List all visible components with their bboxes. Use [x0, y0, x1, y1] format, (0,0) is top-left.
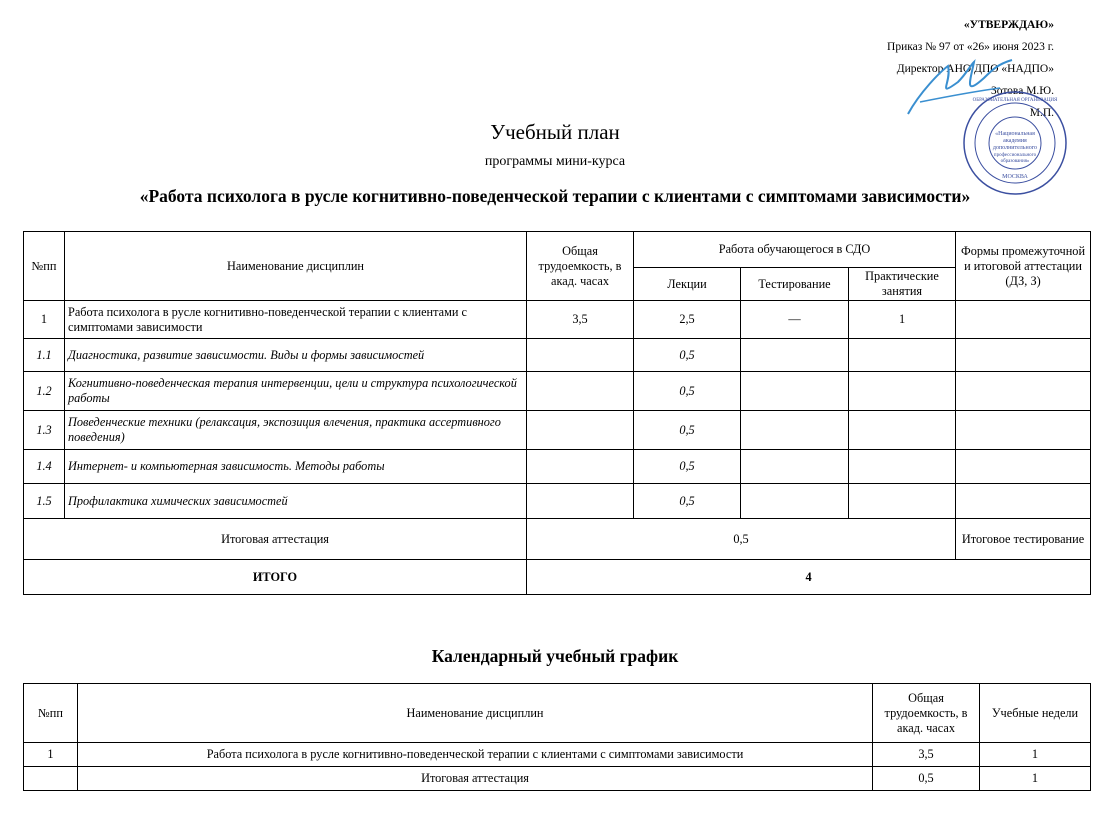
course-title: «Работа психолога в русле когнитивно-поведенческой терапии с клиентами с симптомами зависимости»: [139, 186, 971, 206]
header-name: Наименование дисциплин: [65, 232, 527, 301]
row-lectures: 0,5: [634, 484, 741, 519]
row-practice: [849, 372, 956, 411]
row-hours: 0,5: [873, 767, 980, 791]
table-row: [24, 411, 1091, 450]
approval-order: Приказ № 97 от «26» июня 2023 г.: [887, 41, 1054, 53]
row-testing: [741, 411, 849, 450]
row-practice: 1: [849, 301, 956, 339]
table-row: [24, 372, 1091, 411]
row-practice: [849, 339, 956, 372]
row-name: Диагностика, развитие зависимости. Виды и формы зависимостей: [65, 339, 527, 372]
stamp-line-1: «Национальная: [995, 131, 1035, 137]
header-work: Работа обучающегося в СДО: [634, 232, 956, 268]
row-forms: [956, 484, 1091, 519]
stamp-line-3: дополнительного: [992, 145, 1038, 151]
final-label: Итоговая аттестация: [24, 519, 527, 560]
row-name: Поведенческие техники (релаксация, экспозиция влечения, практика ассертивного поведения): [65, 411, 527, 450]
row-name: Работа психолога в русле когнитивно-поведенческой терапии с клиентами с симптомами зависимости: [78, 743, 873, 767]
row-forms: [956, 339, 1091, 372]
row-testing: —: [741, 301, 849, 339]
total-label: ИТОГО: [24, 560, 527, 595]
row-weeks: 1: [980, 767, 1091, 791]
row-num: 1: [24, 301, 65, 339]
row-num: 1: [24, 743, 78, 767]
row-hours: 3,5: [873, 743, 980, 767]
row-hours: [527, 372, 634, 411]
header-num: №пп: [24, 232, 65, 301]
row-num: 1.1: [24, 339, 65, 372]
row-lectures: 0,5: [634, 339, 741, 372]
row-num: [24, 767, 78, 791]
approval-title: «УТВЕРЖДАЮ»: [963, 19, 1054, 31]
row-testing: [741, 372, 849, 411]
approval-director: Директор АНО ДПО «НАДПО»: [896, 63, 1054, 75]
stamp-line-2: академия: [1003, 138, 1027, 144]
stamp-city: МОСКВА: [1002, 174, 1028, 180]
header-hours: Общая трудоемкость, в акад. часах: [527, 232, 634, 301]
final-value: 0,5: [527, 519, 956, 560]
stamp-line-5: образования»: [1000, 159, 1030, 164]
row-forms: [956, 372, 1091, 411]
row-name: Работа психолога в русле когнитивно-поведенческой терапии с клиентами с симптомами зависимости: [65, 301, 527, 339]
row-num: 1.3: [24, 411, 65, 450]
final-attestation-row: [24, 519, 1091, 560]
header-practice: Практические занятия: [849, 268, 956, 301]
row-name: Итоговая аттестация: [78, 767, 873, 791]
row-testing: [741, 484, 849, 519]
table-row: [24, 450, 1091, 484]
schedule-header-row: [24, 684, 1091, 743]
schedule-header-weeks: Учебные недели: [980, 684, 1091, 743]
row-lectures: 0,5: [634, 450, 741, 484]
table-row: [24, 767, 1091, 791]
row-practice: [849, 411, 956, 450]
schedule-title: Календарный учебный график: [431, 646, 679, 666]
row-hours: [527, 484, 634, 519]
header-lectures: Лекции: [634, 268, 741, 301]
header-forms: Формы промежуточной и итоговой аттестации (ДЗ, З): [956, 232, 1091, 301]
row-hours: [527, 411, 634, 450]
schedule-header-hours: Общая трудоемкость, в акад. часах: [873, 684, 980, 743]
plan-subtitle: программы мини-курса: [484, 154, 626, 169]
total-row: [24, 560, 1091, 595]
stamp-outer: ОБРАЗОВАТЕЛЬНАЯ ОРГАНИЗАЦИЯ: [972, 98, 1058, 103]
row-forms: [956, 411, 1091, 450]
table-row: [24, 743, 1091, 767]
row-hours: 3,5: [527, 301, 634, 339]
approval-mp: М.П.: [1029, 107, 1054, 119]
row-num: 1.4: [24, 450, 65, 484]
schedule-table: [23, 683, 1091, 791]
row-lectures: 2,5: [634, 301, 741, 339]
row-hours: [527, 339, 634, 372]
row-name: Интернет- и компьютерная зависимость. Методы работы: [65, 450, 527, 484]
row-lectures: 0,5: [634, 372, 741, 411]
header-testing: Тестирование: [741, 268, 849, 301]
schedule-header-name: Наименование дисциплин: [78, 684, 873, 743]
row-num: 1.2: [24, 372, 65, 411]
row-testing: [741, 450, 849, 484]
row-forms: [956, 450, 1091, 484]
stamp-line-4: профессионального: [993, 153, 1037, 158]
row-practice: [849, 484, 956, 519]
table-row: [24, 484, 1091, 519]
approval-name: Зотова М.Ю.: [990, 85, 1054, 97]
total-value: 4: [527, 560, 1091, 595]
plan-title: Учебный план: [490, 120, 620, 144]
curriculum-table: [23, 231, 1091, 595]
row-name: Когнитивно-поведенческая терапия интервенции, цели и структура психологической работы: [65, 372, 527, 411]
row-practice: [849, 450, 956, 484]
row-lectures: 0,5: [634, 411, 741, 450]
table-row: [24, 301, 1091, 339]
row-num: 1.5: [24, 484, 65, 519]
row-weeks: 1: [980, 743, 1091, 767]
table-row: [24, 339, 1091, 372]
schedule-header-num: №пп: [24, 684, 78, 743]
row-forms: [956, 301, 1091, 339]
row-testing: [741, 339, 849, 372]
row-hours: [527, 450, 634, 484]
final-form: Итоговое тестирование: [956, 519, 1091, 560]
row-name: Профилактика химических зависимостей: [65, 484, 527, 519]
table-header-row: [24, 232, 1091, 268]
